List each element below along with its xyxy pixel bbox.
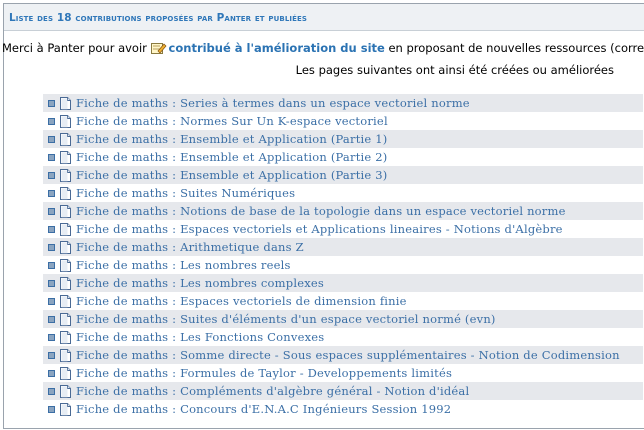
list-item xyxy=(43,364,643,382)
document-icon xyxy=(60,313,71,326)
document-icon xyxy=(60,115,71,128)
contributions-list xyxy=(43,94,643,418)
document-icon xyxy=(60,223,71,236)
document-icon xyxy=(60,97,71,110)
item-link[interactable]: Fiche de maths : Ensemble et Application (Partie 2) xyxy=(76,150,388,164)
item-link[interactable]: Fiche de maths : Somme directe - Sous espaces supplémentaires - Notion de Codimension xyxy=(76,348,620,362)
document-icon xyxy=(60,259,71,272)
list-item xyxy=(43,292,643,310)
square-bullet-icon xyxy=(48,136,55,143)
item-link[interactable]: Fiche de maths : Compléments d'algèbre général - Notion d'idéal xyxy=(76,384,470,398)
square-bullet-icon xyxy=(48,118,55,125)
document-icon xyxy=(60,133,71,146)
square-bullet-icon xyxy=(48,316,55,323)
item-link[interactable]: Fiche de maths : Formules de Taylor - Developpements limités xyxy=(76,366,453,380)
item-link[interactable]: Fiche de maths : Suites Numériques xyxy=(76,186,296,200)
document-icon xyxy=(60,277,71,290)
square-bullet-icon xyxy=(48,208,55,215)
list-item xyxy=(43,238,643,256)
list-item xyxy=(43,400,643,418)
square-bullet-icon xyxy=(48,298,55,305)
item-link[interactable]: Fiche de maths : Concours d'E.N.A.C Ingénieurs Session 1992 xyxy=(76,402,452,416)
square-bullet-icon xyxy=(48,172,55,179)
square-bullet-icon xyxy=(48,190,55,197)
square-bullet-icon xyxy=(48,100,55,107)
document-icon xyxy=(60,295,71,308)
item-link[interactable]: Fiche de maths : Suites d'éléments d'un espace vectoriel normé (evn) xyxy=(76,312,496,326)
item-link[interactable]: Fiche de maths : Espaces vectoriels et Applications lineaires - Notions d'Algèbre xyxy=(76,222,563,236)
list-item xyxy=(43,346,643,364)
list-item xyxy=(43,184,643,202)
square-bullet-icon xyxy=(48,226,55,233)
square-bullet-icon xyxy=(48,280,55,287)
document-icon xyxy=(60,331,71,344)
item-link[interactable]: Fiche de maths : Les Fonctions Convexes xyxy=(76,330,325,344)
document-icon xyxy=(60,205,71,218)
list-item xyxy=(43,274,643,292)
square-bullet-icon xyxy=(48,370,55,377)
panel-title: Liste des 18 contributions proposées par Panter et publiées xyxy=(4,4,644,31)
contribute-link[interactable]: contribué à l'amélioration du site xyxy=(168,41,385,55)
document-icon xyxy=(60,367,71,380)
document-icon xyxy=(60,169,71,182)
document-icon xyxy=(60,187,71,200)
square-bullet-icon xyxy=(48,334,55,341)
intro-line2: Les pages suivantes ont ainsi été créées ou améliorées xyxy=(295,63,614,77)
list-item xyxy=(43,166,643,184)
document-icon xyxy=(60,241,71,254)
list-item xyxy=(43,310,643,328)
list-item xyxy=(43,148,643,166)
document-icon xyxy=(60,151,71,164)
document-icon xyxy=(60,385,71,398)
intro-line xyxy=(2,41,644,55)
square-bullet-icon xyxy=(48,262,55,269)
list-item xyxy=(43,256,643,274)
square-bullet-icon xyxy=(48,406,55,413)
item-link[interactable]: Fiche de maths : Les nombres reels xyxy=(76,258,291,272)
item-link[interactable]: Fiche de maths : Les nombres complexes xyxy=(76,276,325,290)
intro-prefix: Merci à Panter pour avoir xyxy=(2,41,147,55)
pencil-icon xyxy=(151,42,166,54)
list-item xyxy=(43,94,643,112)
intro-suffix: en proposant de nouvelles ressources (corre xyxy=(388,41,644,55)
list-item xyxy=(43,382,643,400)
item-link[interactable]: Fiche de maths : Espaces vectoriels de dimension finie xyxy=(76,294,407,308)
item-link[interactable]: Fiche de maths : Series à termes dans un espace vectoriel norme xyxy=(76,96,470,110)
document-icon xyxy=(60,403,71,416)
square-bullet-icon xyxy=(48,244,55,251)
item-link[interactable]: Fiche de maths : Ensemble et Application (Partie 1) xyxy=(76,132,388,146)
list-item xyxy=(43,328,643,346)
document-icon xyxy=(60,349,71,362)
item-link[interactable]: Fiche de maths : Arithmetique dans Z xyxy=(76,240,304,254)
square-bullet-icon xyxy=(48,154,55,161)
list-item xyxy=(43,112,643,130)
square-bullet-icon xyxy=(48,388,55,395)
item-link[interactable]: Fiche de maths : Normes Sur Un K-espace vectoriel xyxy=(76,114,388,128)
item-link[interactable]: Fiche de maths : Notions de base de la topologie dans un espace vectoriel norme xyxy=(76,204,566,218)
list-item xyxy=(43,202,643,220)
square-bullet-icon xyxy=(48,352,55,359)
item-link[interactable]: Fiche de maths : Ensemble et Application (Partie 3) xyxy=(76,168,388,182)
list-item xyxy=(43,220,643,238)
list-item xyxy=(43,130,643,148)
